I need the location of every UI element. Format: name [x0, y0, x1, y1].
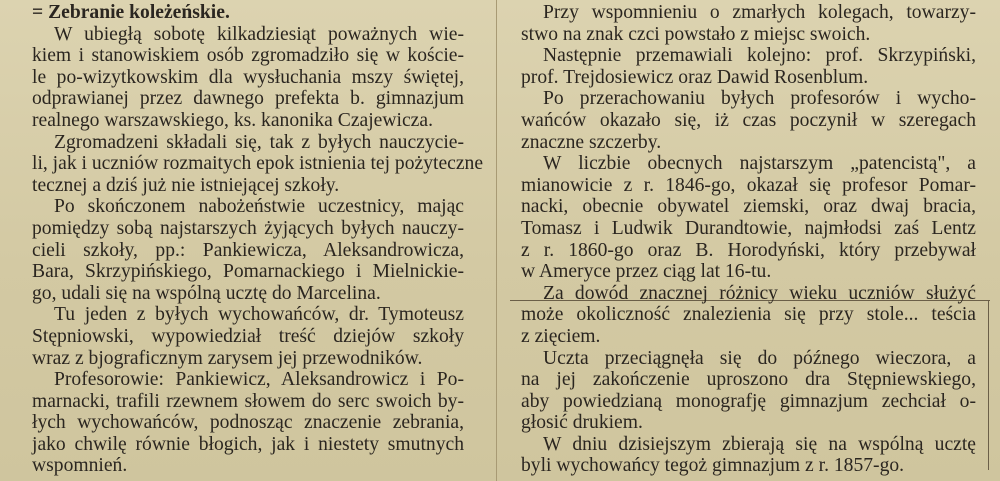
text-line: Zgromadzeni składali się, tak z byłych nauczycie- [54, 131, 464, 153]
right-column-body [521, 2, 976, 477]
article-heading: = Zebranie koleżeńskie. [32, 2, 230, 23]
article-paragraph [32, 369, 464, 477]
text-line: Stępniowski, wypowiedział treść dziejów szkoły [32, 325, 464, 347]
article-paragraph [32, 304, 464, 369]
text-line: go, udali się na wspólną ucztę do Marcelina. [32, 282, 381, 304]
text-line: W dniu dzisiejszym zbierają się na wspólną ucztę [543, 433, 976, 455]
text-line: marnacki, trafili rzewnem słowem do serc swoich by- [32, 390, 464, 412]
text-line: znaczne szczerby. [521, 131, 662, 153]
article-paragraph [521, 88, 976, 153]
text-line: pomiędzy sobą najstarszych żyjących byłych nauczy- [32, 217, 464, 239]
text-line: Po skończonem nabożeństwie uczestnicy, mając [54, 196, 464, 218]
text-line: wańców okazało się, iż czas poczynił w szeregach [521, 109, 976, 131]
text-line: aby powiedzianą monografję gimnazjum zechciał o- [521, 390, 976, 412]
text-line: może okoliczność znalezienia się przy stole... teścia [521, 304, 976, 326]
text-line: tecznej a dziś już nie istniejącej szkoły. [32, 174, 340, 196]
column-divider [496, 0, 497, 481]
text-line: stwo na znak czci powstało z miejsc swoich. [521, 23, 871, 45]
text-line: Bara, Skrzypińskiego, Pomarnackiego i Mielnickie- [32, 261, 464, 283]
text-line: w Ameryce przez ciąg lat 16-tu. [521, 261, 772, 283]
text-line: mianowicie z r. 1846-go, okazał się profesor Pomar- [521, 174, 976, 196]
text-line: Tu jeden z byłych wychowańców, dr. Tymoteusz [54, 304, 464, 326]
article-paragraph [32, 196, 464, 304]
text-line: li, jak i uczniów rozmaitych epok istnienia tej pożyteczne [32, 153, 484, 175]
article-paragraph [32, 131, 484, 197]
text-line: łych wychowańców, podnosząc znaczenie zebrania, [32, 412, 464, 434]
text-line: Następnie przemawiali kolejno: prof. Skrzypiński, [543, 45, 976, 67]
text-line: z zięciem. [521, 325, 601, 347]
text-line: nacki, obecnie obywatel ziemski, oraz dwaj bracia, [521, 196, 976, 218]
text-line: wraz z bjograficznym zarysem jej przewodników. [32, 347, 423, 369]
text-line: Uczta przeciągnęła się do późnego wieczora, a [543, 347, 976, 369]
article-paragraph [521, 434, 976, 477]
text-line: na jej zakończenie uproszono dra Stępniewskiego, [521, 369, 976, 391]
text-line: z r. 1860-go oraz B. Horodyński, który przebywał [521, 239, 976, 261]
text-line: byli wychowańcy tegoż gimnazjum z r. 1857-go. [521, 455, 905, 477]
article-paragraph [521, 283, 976, 348]
text-line: Profesorowie: Pankiewicz, Aleksandrowicz i Po- [54, 369, 464, 391]
text-line: Przy wspomnieniu o zmarłych kolegach, towarzy- [543, 2, 976, 23]
text-line: W ubiegłą sobotę kilkadziesiąt poważnych wie- [54, 23, 464, 45]
text-line: jako chwilę równie błogich, jak i niestety smutnych [32, 433, 464, 455]
clipping-edge-right [988, 300, 989, 470]
text-line: Tomasz i Ludwik Durandtowie, najmłodsi zaś Lentz [521, 217, 976, 239]
text-line: kiem i stanowiskiem osób zgromadziło się w koście- [32, 45, 464, 67]
right-column [521, 2, 976, 477]
left-column [32, 2, 484, 477]
text-line: odprawianej przez dawnego prefekta b. gimnazjum [32, 88, 464, 110]
article-paragraph [32, 24, 464, 132]
article-paragraph [521, 153, 976, 283]
article-paragraph [521, 348, 976, 434]
text-line: le po-wizytkowskim dla wysłuchania mszy świętej, [32, 66, 464, 88]
left-column-body [32, 23, 484, 477]
article-paragraph [521, 45, 976, 88]
text-line: prof. Trejdosiewicz oraz Dawid Rosenblum. [521, 66, 869, 88]
text-line: cieli szkoły, pp.: Pankiewicza, Aleksandrowicza, [32, 239, 464, 261]
text-line: Za dowód znacznej różnicy wieku uczniów służyć [543, 282, 976, 304]
text-line: realnego warszawskiego, ks. kanonika Czajewicza. [32, 109, 433, 131]
text-line: Po przerachowaniu byłych profesorów i wycho- [543, 88, 976, 110]
article-paragraph [521, 2, 976, 45]
text-line: wspomnień. [32, 455, 128, 477]
text-line: głosić drukiem. [521, 412, 643, 434]
text-line: W liczbie obecnych najstarszym „patencistą", a [543, 153, 976, 175]
